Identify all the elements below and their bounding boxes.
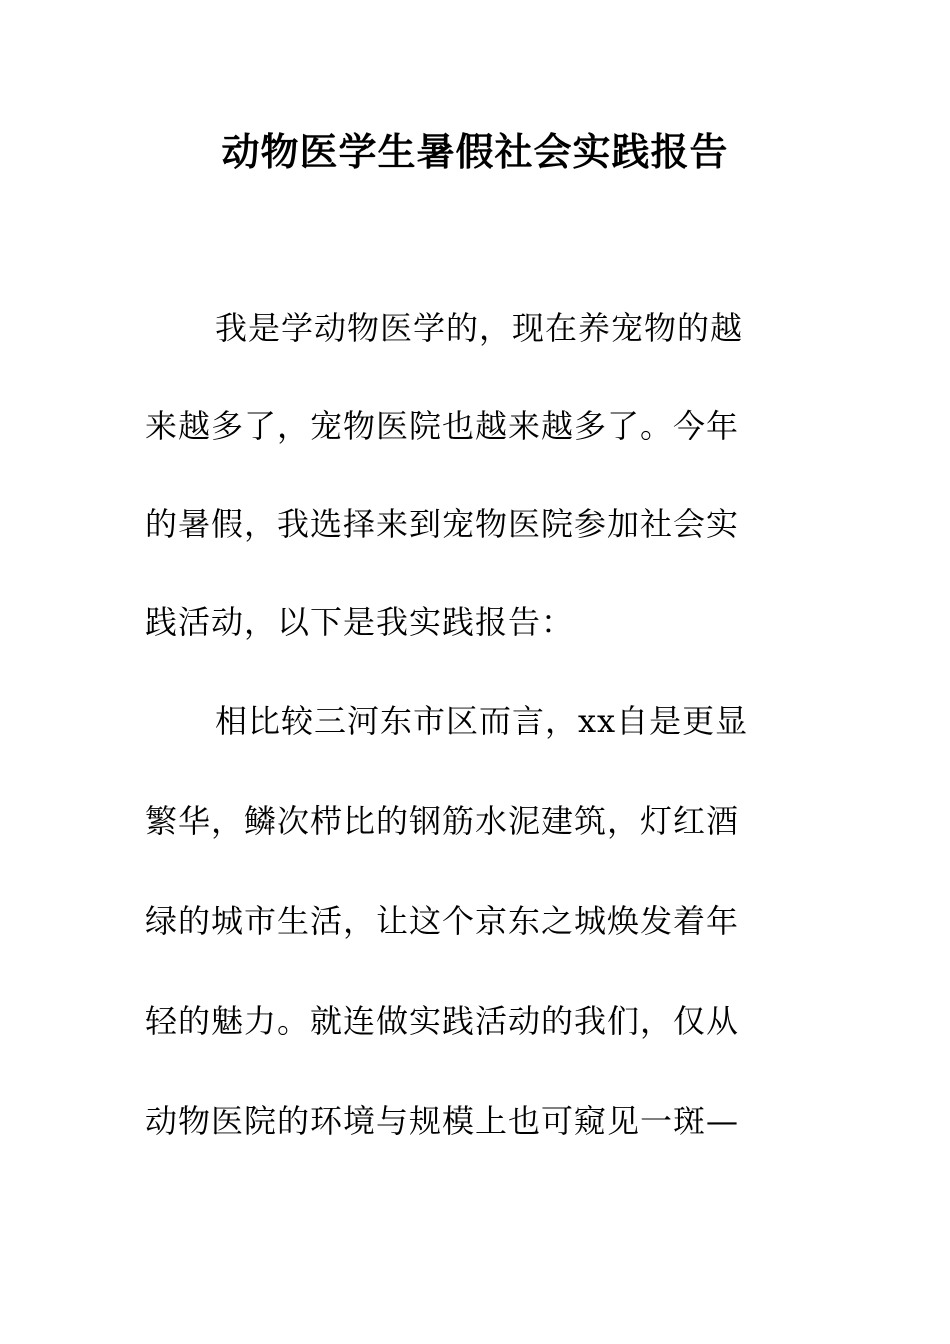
paragraph-2-line-5: 动物医院的环境与规模上也可窥见一斑— [145, 1102, 740, 1140]
paragraph-1-line-1: 我是学动物医学的，现在养宠物的越 [215, 309, 744, 347]
paragraph-1-line-4: 践活动，以下是我实践报告： [145, 603, 575, 641]
paragraph-2-line-1: 相比较三河东市区而言，xx自是更显 [215, 702, 749, 740]
document-title: 动物医学生暑假社会实践报告 [221, 130, 729, 174]
paragraph-1-line-2: 来越多了，宠物医院也越来越多了。今年 [145, 407, 740, 445]
paragraph-2-line-4: 轻的魅力。就连做实践活动的我们，仅从 [145, 1002, 740, 1040]
paragraph-2-line-2: 繁华，鳞次栉比的钢筋水泥建筑，灯红酒 [145, 802, 740, 840]
paragraph-2-line-3: 绿的城市生活，让这个京东之城焕发着年 [145, 902, 740, 940]
paragraph-1-line-3: 的暑假，我选择来到宠物医院参加社会实 [145, 505, 740, 543]
